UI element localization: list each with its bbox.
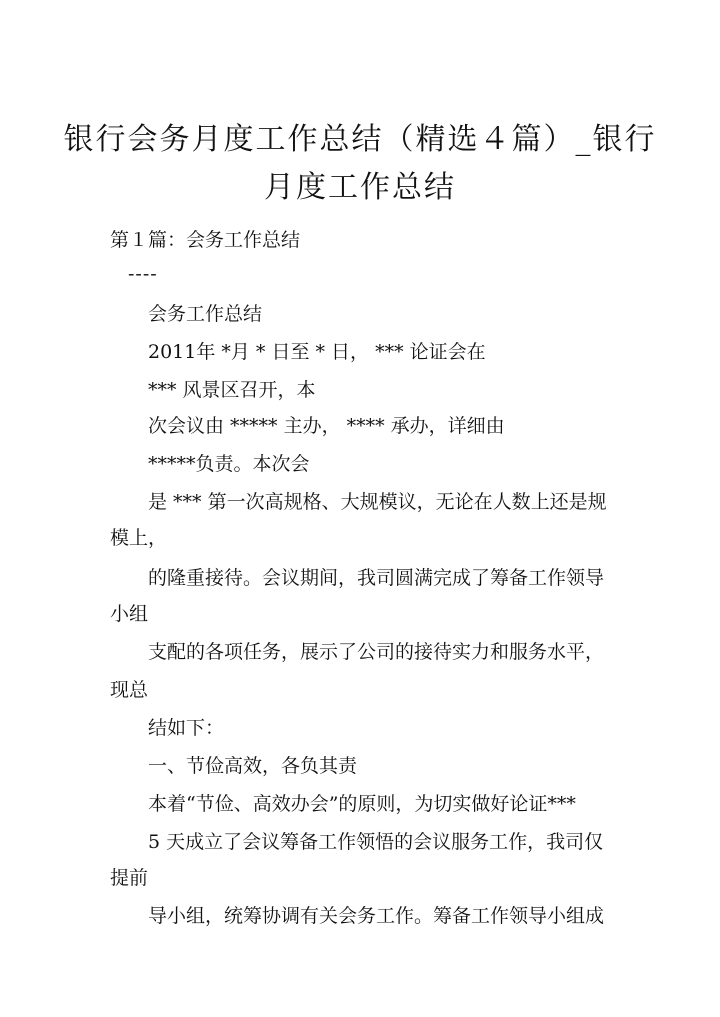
body-line: 的隆重接待。会议期间，我司圆满完成了筹备工作领导 (148, 567, 605, 589)
body-line: *** 风景区召开，本 (148, 379, 316, 401)
body-line: 一、节俭高效，各负其责 (148, 755, 358, 777)
body-line: 提前 (110, 867, 149, 889)
document-title-line-2: 月度工作总结 (264, 170, 456, 205)
document-title-line-1: 银行会务月度工作总结（精选４篇）_银行 (63, 122, 657, 157)
body-line: 结如下： (148, 717, 225, 739)
body-line: 次会议由 ***** 主办， **** 承办，详细由 (148, 415, 505, 437)
body-line: 5 天成立了会议筹备工作领悟的会议服务工作，我司仅 (148, 831, 604, 853)
body-line: 模上， (110, 527, 168, 549)
body-line: 支配的各项任务，展示了公司的接待实力和服务水平， (148, 641, 605, 663)
body-line: 小组 (110, 603, 149, 625)
body-line: *****负责。本次会 (148, 453, 310, 475)
body-line: 会务工作总结 (148, 303, 263, 325)
body-line: 本着“节俭、高效办会”的原则，为切实做好论证*** (148, 793, 576, 815)
body-line: 现总 (110, 679, 149, 701)
separator-line: ---- (128, 263, 158, 285)
body-line: 是 *** 第一次高规格、大规模议，无论在人数上还是规 (148, 491, 607, 513)
section-heading: 第１篇：会务工作总结 (110, 229, 301, 251)
body-line: 导小组，统筹协调有关会务工作。筹备工作领导小组成 (148, 905, 605, 927)
body-line: 2011年 *月 * 日至 * 日， *** 论证会在 (148, 341, 486, 363)
